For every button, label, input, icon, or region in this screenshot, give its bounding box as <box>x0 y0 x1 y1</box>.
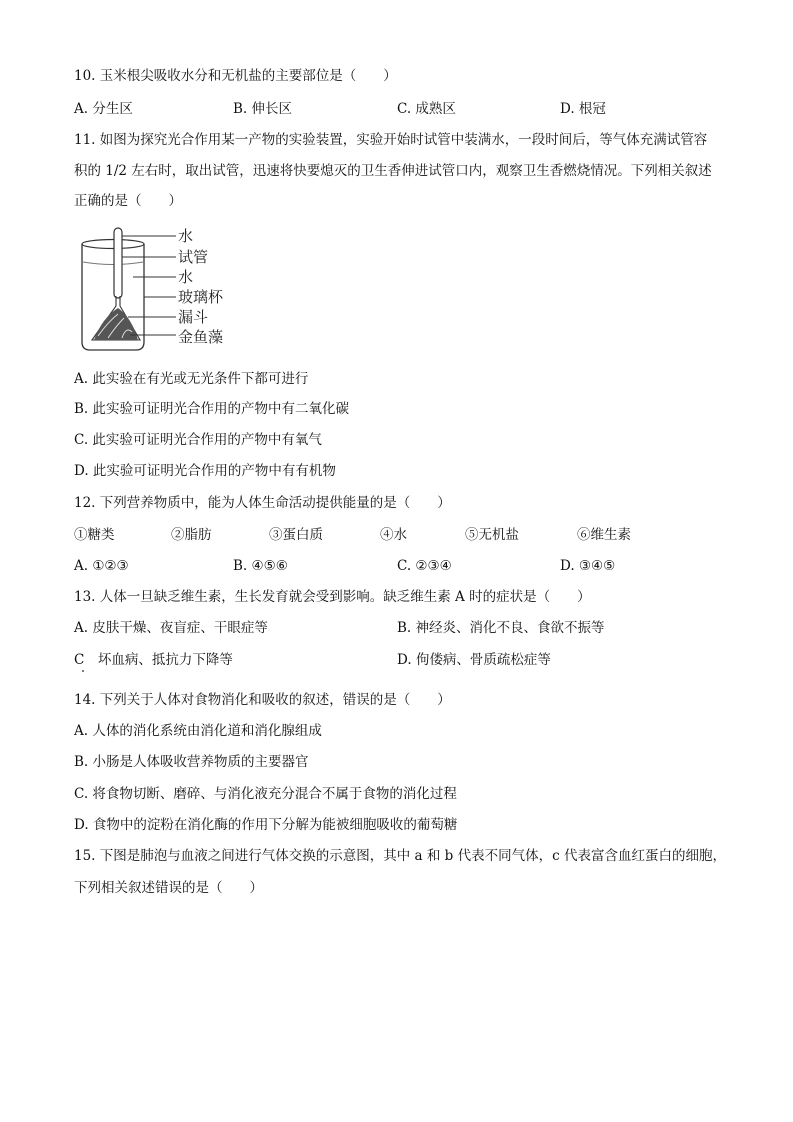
q11-stem-line-3: 正确的是（ ） <box>74 193 182 209</box>
q11-option-d: D. 此实验可证明光合作用的产物中有有机物 <box>74 463 336 479</box>
q14-option-a: A. 人体的消化系统由消化道和消化腺组成 <box>74 723 322 739</box>
q10-stem: 10. 玉米根尖吸收水分和无机盐的主要部位是（ ） <box>74 68 397 84</box>
q12-item-2: ②脂肪 <box>171 527 212 543</box>
q12-option-a: A. ①②③ <box>74 558 129 574</box>
q10-option-d: D. 根冠 <box>560 101 606 117</box>
q12-option-c: C. ②③④ <box>397 558 452 574</box>
q10-option-c: C. 成熟区 <box>397 101 456 117</box>
test-tube <box>114 228 122 298</box>
q12-item-4: ④水 <box>380 527 407 543</box>
q13-stem: 13. 人体一旦缺乏维生素，生长发育就会受到影响。缺乏维生素 A 时的症状是（ ） <box>74 589 591 605</box>
label-water-1: 水 <box>178 227 194 245</box>
q14-option-b: B. 小肠是人体吸收营养物质的主要器官 <box>74 754 309 770</box>
q10-option-a: A. 分生区 <box>74 101 133 117</box>
q12-item-5: ⑤无机盐 <box>465 527 519 543</box>
label-funnel: 漏斗 <box>178 308 209 326</box>
apparatus-diagram <box>78 222 248 357</box>
q12-stem: 12. 下列营养物质中，能为人体生命活动提供能量的是（ ） <box>74 495 451 511</box>
q11-option-a: A. 此实验在有光或无光条件下都可进行 <box>74 371 309 387</box>
q11-stem-line-1: 11. 如图为探究光合作用某一产物的实验装置，实验开始时试管中装满水，一段时间后，等气体充满试管容 <box>74 132 708 148</box>
q10-option-b: B. 伸长区 <box>233 101 293 117</box>
experiment-apparatus-figure <box>78 222 248 357</box>
q15-stem-line-1: 15. 下图是肺泡与血液之间进行气体交换的示意图，其中 a 和 b 代表不同气体，c 代表富含血红蛋白的细胞， <box>74 848 726 864</box>
q14-stem: 14. 下列关于人体对食物消化和吸收的叙述，错误的是（ ） <box>74 692 451 708</box>
q15-stem-line-2: 下列相关叙述错误的是（ ） <box>74 880 263 896</box>
water-surface <box>83 262 143 265</box>
q14-option-d: D. 食物中的淀粉在消化酶的作用下分解为能被细胞吸收的葡萄糖 <box>74 817 458 833</box>
q12-item-1: ①糖类 <box>74 527 115 543</box>
q12-option-d: D. ③④⑤ <box>560 558 616 574</box>
q13-option-c: C 坏血病、抵抗力下降等 <box>74 652 233 668</box>
q13-option-a: A. 皮肤干燥、夜盲症、干眼症等 <box>74 620 268 636</box>
label-goldfish-weed: 金鱼藻 <box>178 328 224 346</box>
q12-option-b: B. ④⑤⑥ <box>233 558 288 574</box>
q11-option-c: C. 此实验可证明光合作用的产物中有氧气 <box>74 432 322 448</box>
label-water-2: 水 <box>178 268 194 286</box>
q13-option-d: D. 佝偻病、骨质疏松症等 <box>397 652 551 668</box>
q14-option-c: C. 将食物切断、磨碎、与消化液充分混合不属于食物的消化过程 <box>74 786 457 802</box>
q12-item-6: ⑥维生素 <box>577 527 631 543</box>
label-glass-cup: 玻璃杯 <box>178 288 224 306</box>
q12-item-3: ③蛋白质 <box>269 527 323 543</box>
q11-option-b: B. 此实验可证明光合作用的产物中有二氧化碳 <box>74 401 350 417</box>
q11-stem-line-2: 积的 1/2 左右时，取出试管，迅速将快要熄灭的卫生香伸进试管口内，观察卫生香燃烧情况。下列相关叙述 <box>74 163 712 179</box>
stray-dot <box>82 670 84 672</box>
q13-option-b: B. 神经炎、消化不良、食欲不振等 <box>397 620 605 636</box>
beaker-rim <box>82 240 144 249</box>
label-test-tube: 试管 <box>178 248 209 266</box>
